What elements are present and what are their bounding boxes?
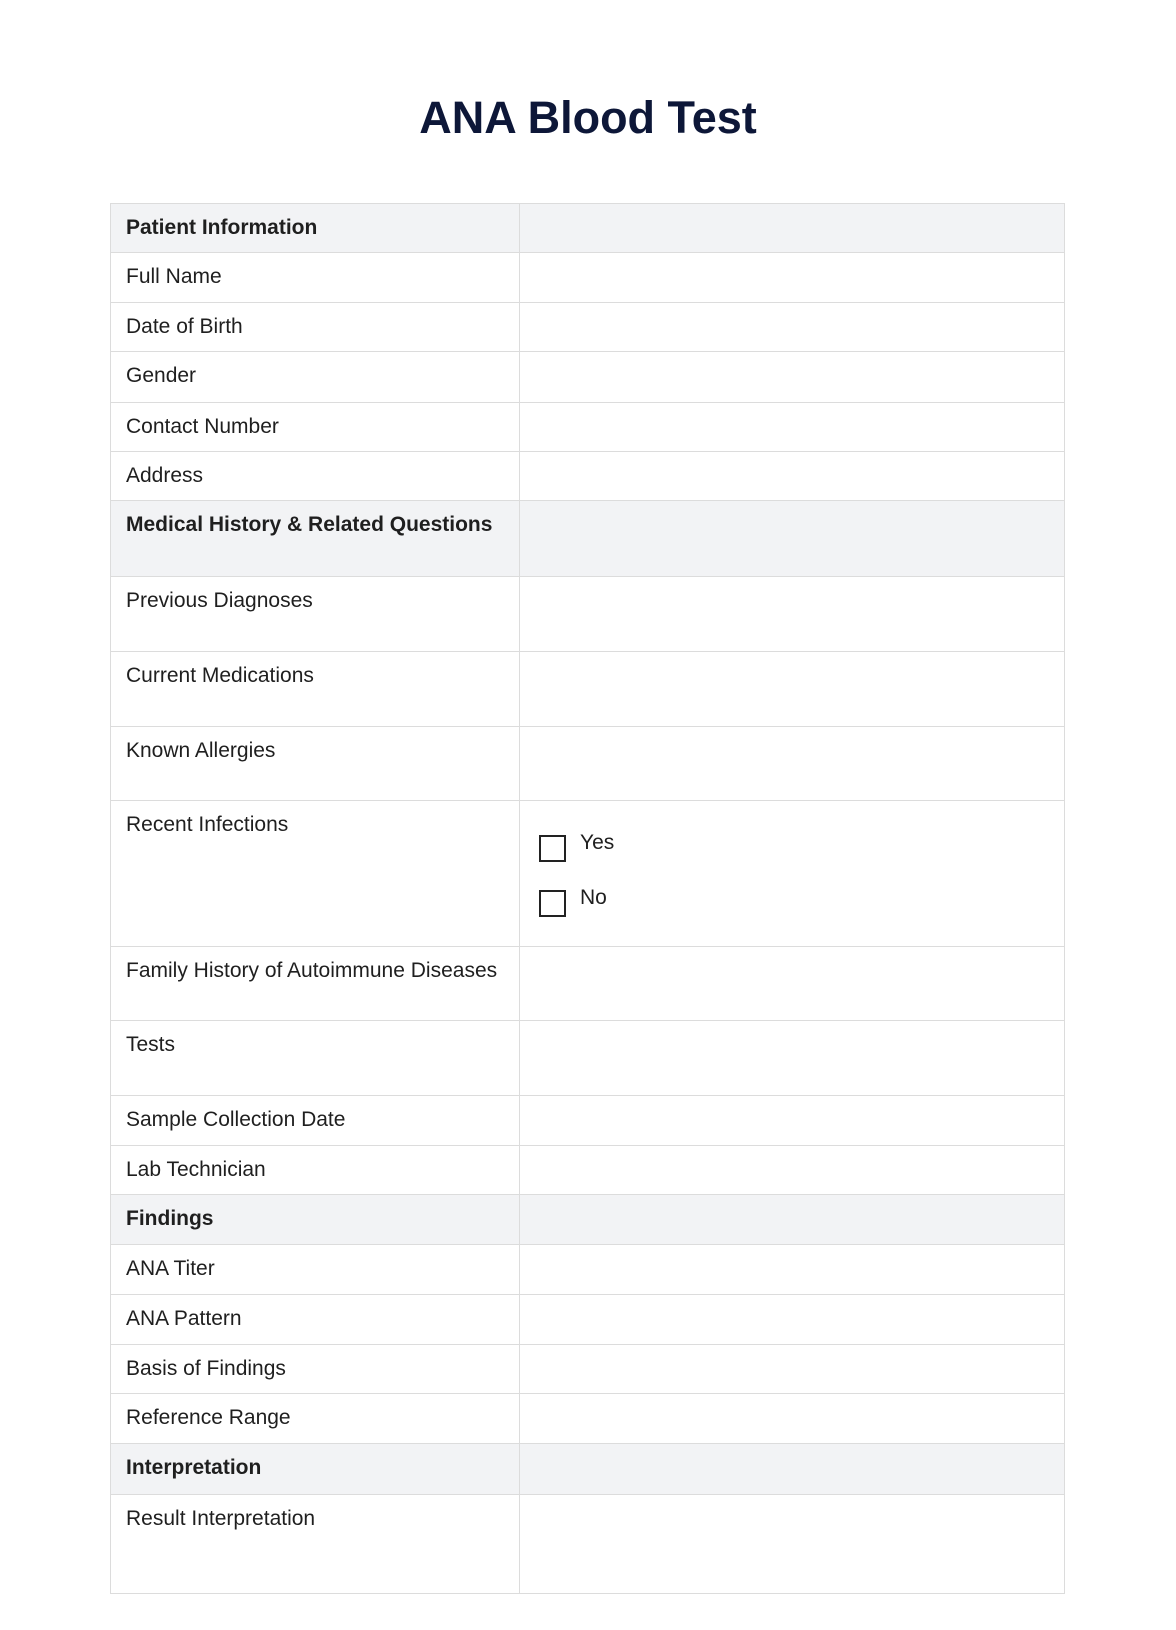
field-value-cell[interactable] bbox=[520, 403, 1065, 452]
field-value-cell[interactable] bbox=[520, 253, 1065, 303]
field-label: Current Medications bbox=[111, 652, 520, 727]
field-label: Sample Collection Date bbox=[111, 1096, 520, 1146]
table-row bbox=[111, 947, 1065, 1021]
checkbox-icon[interactable] bbox=[539, 835, 566, 862]
field-value-cell[interactable] bbox=[520, 577, 1065, 652]
field-value-cell[interactable] bbox=[520, 1096, 1065, 1146]
table-row bbox=[111, 303, 1065, 352]
section-blank-cell bbox=[520, 1444, 1065, 1495]
table-row bbox=[111, 452, 1065, 501]
table-row bbox=[111, 1295, 1065, 1345]
field-value-cell[interactable] bbox=[520, 801, 1065, 947]
field-value-cell[interactable] bbox=[520, 727, 1065, 801]
field-label: Known Allergies bbox=[111, 727, 520, 801]
field-label: Full Name bbox=[111, 253, 520, 303]
table-row bbox=[111, 403, 1065, 452]
field-label: Date of Birth bbox=[111, 303, 520, 352]
section-title: Patient Information bbox=[111, 204, 520, 253]
field-label: Lab Technician bbox=[111, 1146, 520, 1195]
checkbox-label: Yes bbox=[580, 831, 615, 854]
field-label: Address bbox=[111, 452, 520, 501]
field-label: ANA Pattern bbox=[111, 1295, 520, 1345]
checkbox-no[interactable] bbox=[539, 886, 1049, 917]
checkbox-label: No bbox=[580, 886, 607, 909]
field-label: Result Interpretation bbox=[111, 1495, 520, 1594]
section-header-row bbox=[111, 204, 1065, 253]
section-title: Findings bbox=[111, 1195, 520, 1245]
table-row bbox=[111, 1021, 1065, 1096]
field-value-cell[interactable] bbox=[520, 1495, 1065, 1594]
field-label: Contact Number bbox=[111, 403, 520, 452]
field-value-cell[interactable] bbox=[520, 1245, 1065, 1295]
field-label: Reference Range bbox=[111, 1394, 520, 1444]
checkbox-icon[interactable] bbox=[539, 890, 566, 917]
field-value-cell[interactable] bbox=[520, 652, 1065, 727]
table-row bbox=[111, 577, 1065, 652]
field-label: Recent Infections bbox=[111, 801, 520, 947]
table-row bbox=[111, 1495, 1065, 1594]
section-blank-cell bbox=[520, 1195, 1065, 1245]
table-row bbox=[111, 1245, 1065, 1295]
section-header-row bbox=[111, 501, 1065, 577]
field-label: ANA Titer bbox=[111, 1245, 520, 1295]
table-row bbox=[111, 1096, 1065, 1146]
table-row bbox=[111, 253, 1065, 303]
table-row bbox=[111, 1345, 1065, 1394]
section-header-row bbox=[111, 1444, 1065, 1495]
field-value-cell[interactable] bbox=[520, 1021, 1065, 1096]
table-row bbox=[111, 1394, 1065, 1444]
page-title: ANA Blood Test bbox=[419, 92, 757, 143]
field-label: Basis of Findings bbox=[111, 1345, 520, 1394]
field-value-cell[interactable] bbox=[520, 303, 1065, 352]
section-blank-cell bbox=[520, 204, 1065, 253]
field-value-cell[interactable] bbox=[520, 1295, 1065, 1345]
section-header-row bbox=[111, 1195, 1065, 1245]
table-row bbox=[111, 352, 1065, 403]
field-value-cell[interactable] bbox=[520, 452, 1065, 501]
field-value-cell[interactable] bbox=[520, 1394, 1065, 1444]
field-label: Gender bbox=[111, 352, 520, 403]
checkbox-yes[interactable] bbox=[539, 831, 1049, 862]
field-value-cell[interactable] bbox=[520, 947, 1065, 1021]
form-table bbox=[110, 203, 1065, 1594]
field-value-cell[interactable] bbox=[520, 352, 1065, 403]
field-value-cell[interactable] bbox=[520, 1146, 1065, 1195]
field-label: Family History of Autoimmune Diseases bbox=[111, 947, 520, 1021]
section-blank-cell bbox=[520, 501, 1065, 577]
field-value-cell[interactable] bbox=[520, 1345, 1065, 1394]
table-row bbox=[111, 727, 1065, 801]
section-title: Interpretation bbox=[111, 1444, 520, 1495]
field-label: Tests bbox=[111, 1021, 520, 1096]
section-title: Medical History & Related Questions bbox=[111, 501, 520, 577]
table-row bbox=[111, 652, 1065, 727]
field-label: Previous Diagnoses bbox=[111, 577, 520, 652]
table-row bbox=[111, 1146, 1065, 1195]
table-row bbox=[111, 801, 1065, 947]
